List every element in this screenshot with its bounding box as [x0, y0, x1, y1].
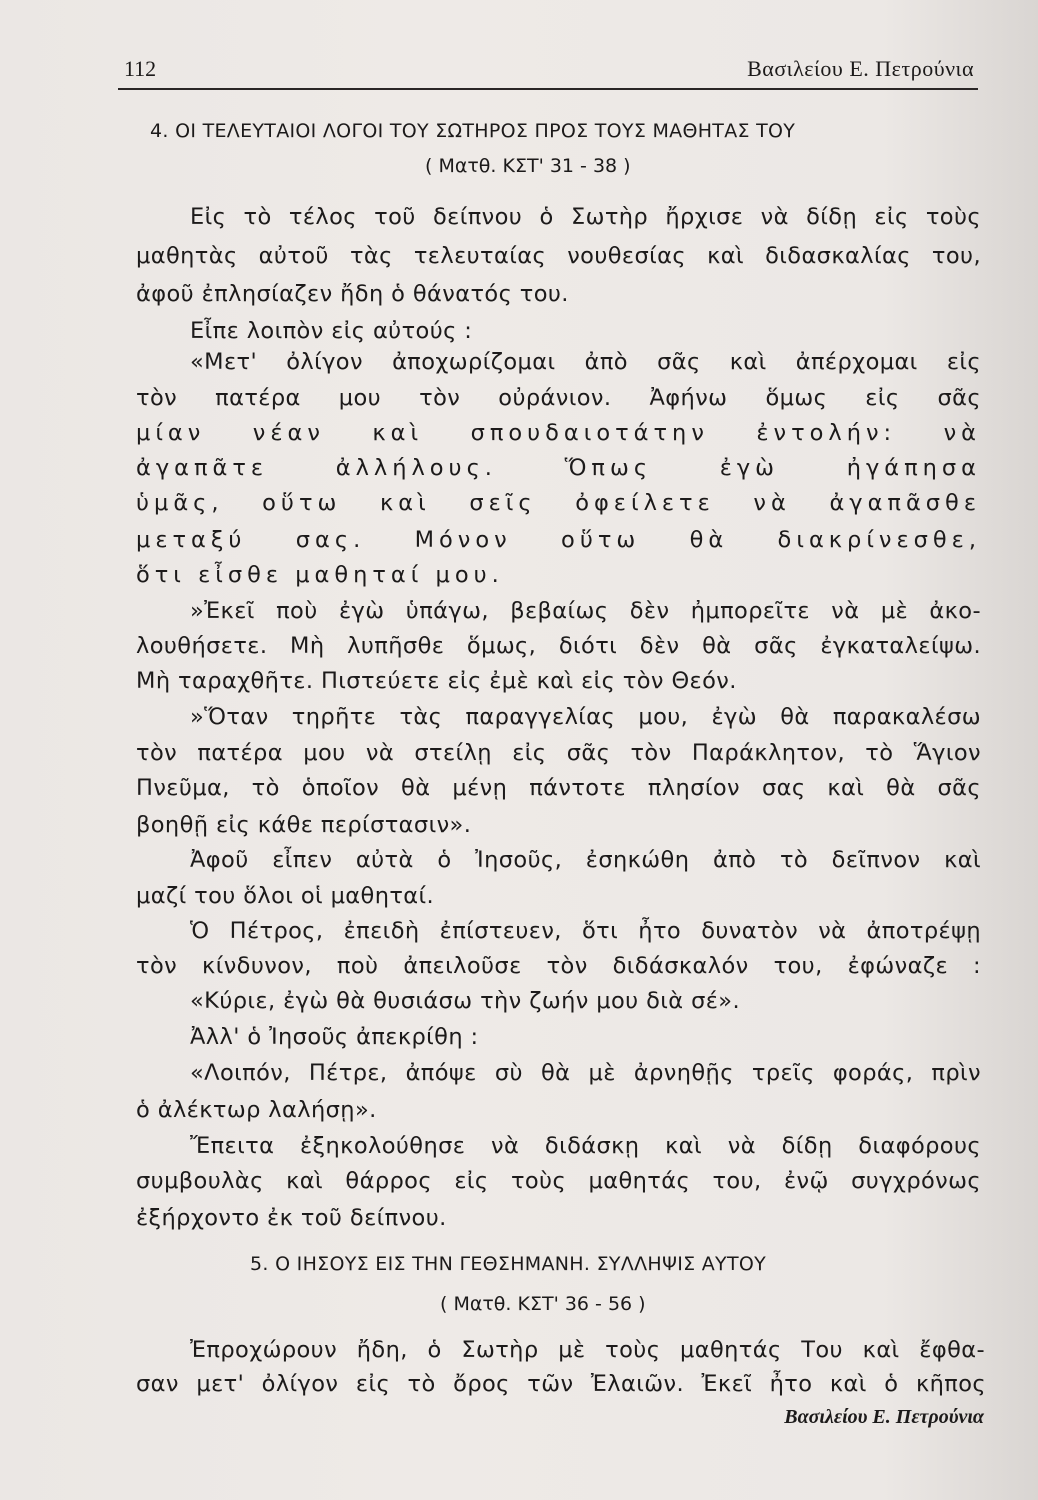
text-line: βοηθῇ εἰς κάθε περίστασιν». [136, 812, 472, 838]
text-line: »Ὅταν τηρῆτε τὰς παραγγελίας μου, ἐγὼ θὰ παρακαλέσω [190, 704, 981, 730]
text-line: Ἀλλ' ὁ Ἰησοῦς ἀπεκρίθη : [190, 1024, 479, 1050]
text-line: σαν μετ' ὀλίγον εἰς τὸ ὄρος τῶν Ἐλαιῶν. Ἐκεῖ ἦτο καὶ ὁ κῆπος [136, 1371, 986, 1397]
text-line: «Λοιπόν, Πέτρε, ἀπόψε σὺ θὰ μὲ ἀρνηθῇς τρεῖς φοράς, πρὶν [190, 1060, 981, 1086]
text-line: »Ἐκεῖ ποὺ ἐγὼ ὑπάγω, βεβαίως δὲν ἠμπορεῖτε νὰ μὲ ἀκο- [190, 598, 981, 624]
text-line: ἀφοῦ ἐπλησίαζεν ἤδη ὁ θάνατός του. [136, 281, 569, 307]
text-line: ἐξήρχοντο ἐκ τοῦ δείπνου. [136, 1205, 447, 1231]
text-line: μίαν νέαν καὶ σπουδαιοτάτην ἐντολήν: νὰ [136, 420, 981, 446]
text-line: «Μετ' ὀλίγον ἀποχωρίζομαι ἀπὸ σᾶς καὶ ἀπέρχομαι εἰς [190, 349, 981, 375]
text-line: Ἐπροχώρουν ἤδη, ὁ Σωτὴρ μὲ τοὺς μαθητάς Του καὶ ἔφθα- [190, 1337, 985, 1363]
text-line: τὸν πατέρα μου τὸν οὐράνιον. Ἀφήνω ὅμως εἰς σᾶς [136, 385, 981, 411]
text-line: Εἶπε λοιπὸν εἰς αὐτούς : [190, 318, 473, 344]
section-5-reference: ( Ματθ. ΚΣΤ' 36 - 56 ) [440, 1293, 646, 1315]
text-line: τὸν κίνδυνον, ποὺ ἀπειλοῦσε τὸν διδάσκαλόν του, ἐφώναζε : [136, 953, 981, 979]
author-signature: Βασιλείου Ε. Πετρούνια [784, 1406, 984, 1428]
text-line: μεταξύ σας. Μόνον οὕτω θὰ διακρίνεσθε, [136, 527, 981, 553]
text-line: μαθητὰς αὐτοῦ τὰς τελευταίας νουθεσίας καὶ διδασκαλίας του, [136, 243, 981, 269]
text-line: ὁ ἀλέκτωρ λαλήσῃ». [136, 1097, 377, 1123]
text-line: λουθήσετε. Μὴ λυπῆσθε ὅμως, διότι δὲν θὰ σᾶς ἐγκαταλείψω. [136, 633, 981, 659]
text-line: «Κύριε, ἐγὼ θὰ θυσιάσω τὴν ζωήν μου διὰ σέ». [190, 988, 741, 1014]
running-head: Βασιλείου Ε. Πετρούνια [747, 56, 974, 81]
section-4-title: 4. ΟΙ ΤΕΛΕΥΤΑΙΟΙ ΛΟΓΟΙ ΤΟΥ ΣΩΤΗΡΟΣ ΠΡΟΣ ΤΟΥΣ ΜΑΘΗΤΑΣ ΤΟΥ [150, 120, 796, 142]
text-line: Εἰς τὸ τέλος τοῦ δείπνου ὁ Σωτὴρ ἤρχισε νὰ δίδῃ εἰς τοὺς [190, 204, 981, 230]
text-line: ὑμᾶς, οὕτω καὶ σεῖς ὀφείλετε νὰ ἀγαπᾶσθε [136, 490, 981, 516]
text-line: ἀγαπᾶτε ἀλλήλους. Ὅπως ἐγὼ ἠγάπησα [136, 455, 981, 481]
text-line: Ἔπειτα ἐξηκολούθησε νὰ διδάσκῃ καὶ νὰ δίδῃ διαφόρους [190, 1133, 981, 1159]
page-header [118, 52, 978, 90]
text-line: συμβουλὰς καὶ θάρρος εἰς τοὺς μαθητάς του, ἐνῷ συγχρόνως [136, 1168, 981, 1194]
text-line: ὅτι εἶσθε μαθηταί μου. [136, 562, 504, 588]
section-4-reference: ( Ματθ. ΚΣΤ' 31 - 38 ) [425, 155, 631, 177]
page-number: 112 [124, 56, 157, 81]
text-line: Ἀφοῦ εἶπεν αὐτὰ ὁ Ἰησοῦς, ἐσηκώθη ἀπὸ τὸ δεῖπνον καὶ [190, 847, 981, 873]
text-line: μαζί του ὅλοι οἱ μαθηταί. [136, 883, 435, 909]
text-line: Μὴ ταραχθῆτε. Πιστεύετε εἰς ἐμὲ καὶ εἰς τὸν Θεόν. [136, 668, 737, 694]
section-5-title: 5. Ο ΙΗΣΟΥΣ ΕΙΣ ΤΗΝ ΓΕΘΣΗΜΑΝΗ. ΣΥΛΛΗΨΙΣ ΑΥΤΟΥ [250, 1253, 767, 1275]
text-line: Ὁ Πέτρος, ἐπειδὴ ἐπίστευεν, ὅτι ἦτο δυνατὸν νὰ ἀποτρέψῃ [190, 918, 981, 944]
text-line: Πνεῦμα, τὸ ὁποῖον θὰ μένῃ πάντοτε πλησίον σας καὶ θὰ σᾶς [136, 775, 981, 801]
text-line: τὸν πατέρα μου νὰ στείλῃ εἰς σᾶς τὸν Παράκλητον, τὸ Ἅγιον [136, 740, 981, 766]
